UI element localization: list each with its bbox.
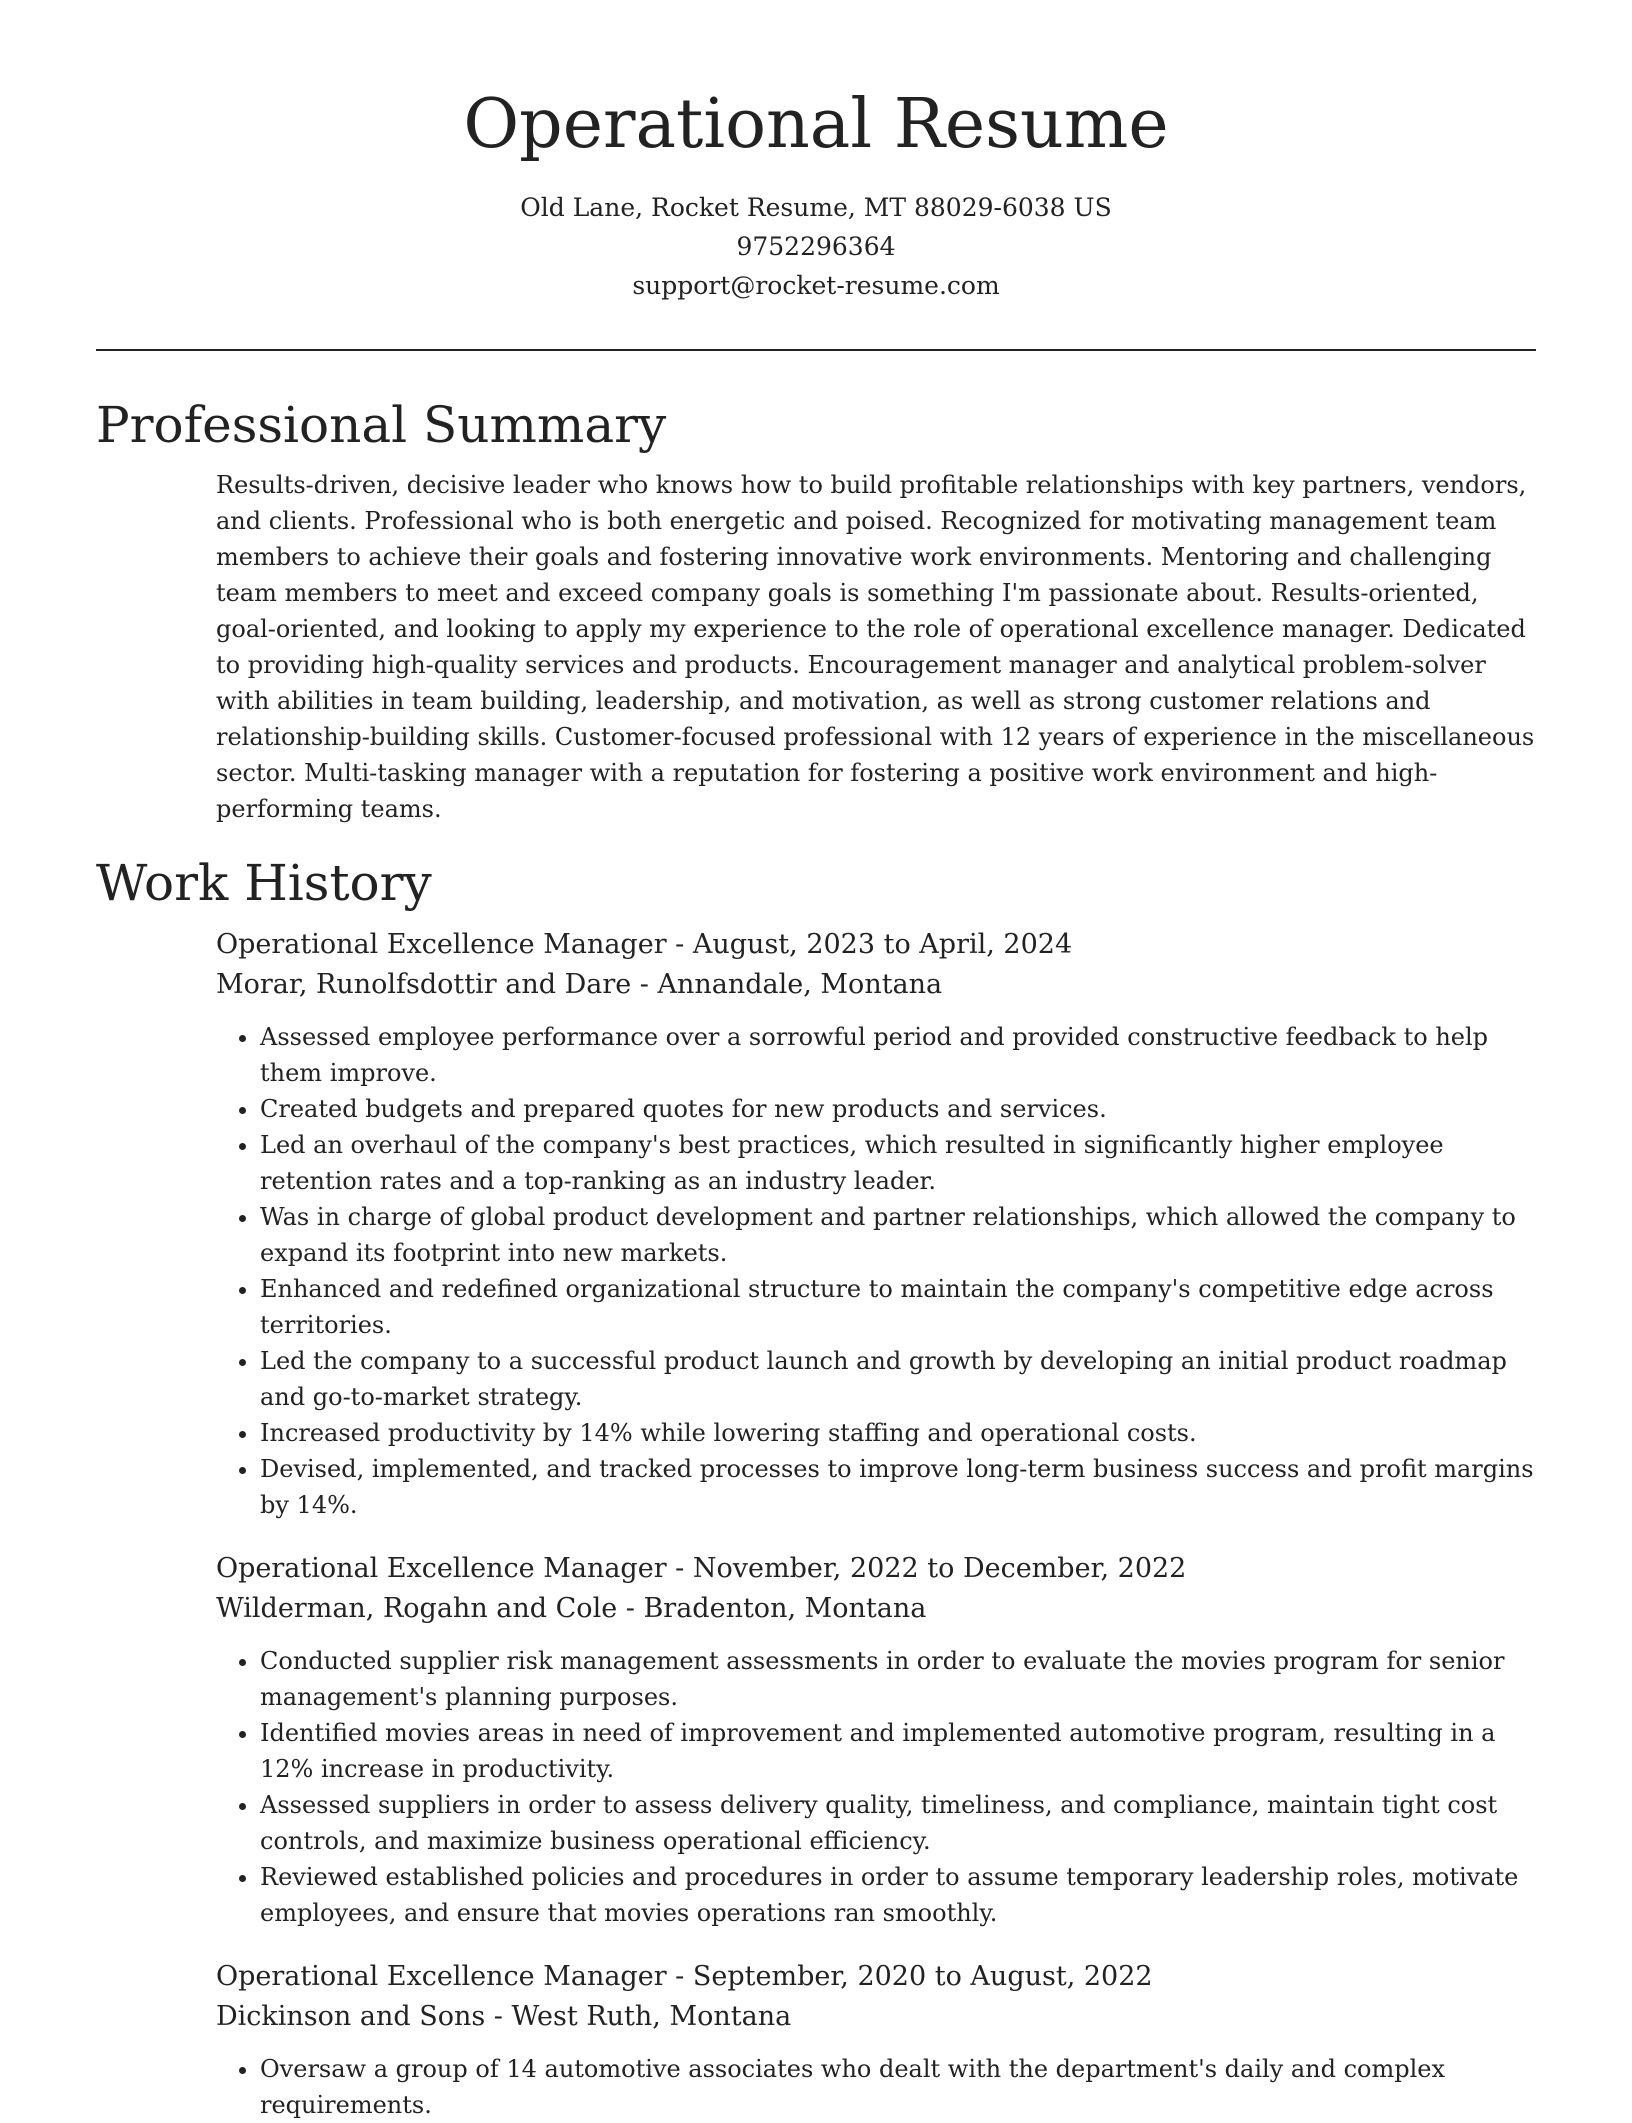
resume-header <box>96 0 1536 305</box>
job-role-dates: Operational Excellence Manager - September, 2020 to August, 2022 <box>216 1961 1153 1992</box>
job-bullet: • Increased productivity by 14% while lowering staffing and operational costs. <box>260 1415 1536 1451</box>
job-role-dates: Operational Excellence Manager - November, 2022 to December, 2022 <box>216 1553 1187 1584</box>
job-bullet: • Oversaw a group of 14 automotive associates who dealt with the department's daily and complex requirements. <box>260 2051 1536 2123</box>
section-title-work-history: Work History <box>96 854 432 912</box>
job-bullet: • Devised, implemented, and tracked processes to improve long-term business success and profit margins by 14%. <box>260 1451 1536 1523</box>
job-bullet: • Led the company to a successful product launch and growth by developing an initial product roadmap and go-to-market strategy. <box>260 1343 1536 1415</box>
professional-summary-section <box>96 393 1536 827</box>
job-company-location: Morar, Runolfsdottir and Dare - Annandale, Montana <box>216 969 943 1000</box>
job-bullet: • Was in charge of global product development and partner relationships, which allowed the company to expand its footprint into new markets. <box>260 1199 1536 1271</box>
job-company-location: Dickinson and Sons - West Ruth, Montana <box>216 2001 792 2032</box>
phone: 9752296364 <box>736 232 896 261</box>
job-entry <box>216 1957 1536 2123</box>
job-entry <box>216 1549 1536 1931</box>
job-bullet: • Created budgets and prepared quotes for new products and services. <box>260 1091 1536 1127</box>
work-history-body <box>216 925 1536 2123</box>
job-bullets <box>216 2051 1536 2123</box>
job-bullet: • Assessed employee performance over a sorrowful period and provided constructive feedback to help them improve. <box>260 1019 1536 1091</box>
work-history-section <box>96 851 1536 2123</box>
job-role-dates: Operational Excellence Manager - August, 2023 to April, 2024 <box>216 929 1073 960</box>
summary-body <box>216 467 1536 827</box>
summary-text: Results-driven, decisive leader who knows how to build profitable relationships with key partners, vendors, and clients. Professional who is both energetic and poised. Recognized for motivating management team members to achieve their goals and fostering innovative work environments. Mentoring and challenging team members to meet and exceed company goals is something I'm passionate about. Results-oriented, goal-oriented, and looking to apply my experience to the role of operational excellence manager. Dedicated to providing high-quality services and products. Encouragement manager and analytical problem-solver with abilities in team building, leadership, and motivation, as well as strong customer relations and relationship-building skills. Customer-focused professional with 12 years of experience in the miscellaneous sector. Multi-tasking manager with a reputation for fostering a positive work environment and high-performing teams. <box>216 471 1535 823</box>
address: Old Lane, Rocket Resume, MT 88029-6038 US <box>520 193 1112 222</box>
job-bullets <box>216 1019 1536 1523</box>
email: support@rocket-resume.com <box>632 271 1000 300</box>
header-divider <box>96 349 1536 351</box>
job-bullet: • Led an overhaul of the company's best practices, which resulted in significantly higher employee retention rates and a top-ranking as an industry leader. <box>260 1127 1536 1199</box>
job-bullet: • Reviewed established policies and procedures in order to assume temporary leadership roles, motivate employees, and ensure that movies operations ran smoothly. <box>260 1859 1536 1931</box>
section-title-summary: Professional Summary <box>96 396 667 454</box>
job-bullet: • Enhanced and redefined organizational structure to maintain the company's competitive edge across territories. <box>260 1271 1536 1343</box>
job-company-location: Wilderman, Rogahn and Cole - Bradenton, Montana <box>216 1593 927 1624</box>
job-entry <box>216 925 1536 1523</box>
job-bullet: • Identified movies areas in need of improvement and implemented automotive program, resulting in a 12% increase in productivity. <box>260 1715 1536 1787</box>
job-bullets <box>216 1643 1536 1931</box>
job-bullet: • Assessed suppliers in order to assess delivery quality, timeliness, and compliance, maintain tight cost controls, and maximize business operational efficiency. <box>260 1787 1536 1859</box>
resume-title: Operational Resume <box>463 85 1169 164</box>
job-bullet: • Conducted supplier risk management assessments in order to evaluate the movies program for senior management's planning purposes. <box>260 1643 1536 1715</box>
